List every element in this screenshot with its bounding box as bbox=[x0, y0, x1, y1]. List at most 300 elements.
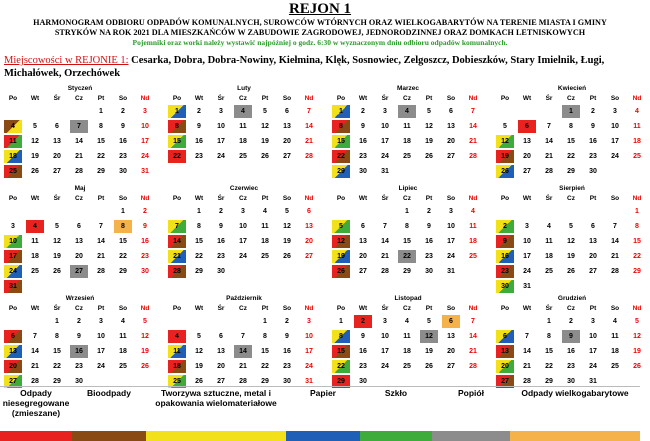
day-cell: 29 bbox=[195, 268, 203, 275]
month-calendar bbox=[166, 294, 322, 389]
day-cell: 7 bbox=[33, 333, 37, 340]
day-cell: 16 bbox=[496, 250, 514, 263]
day-cell: 25 bbox=[403, 153, 411, 160]
week-row bbox=[2, 249, 158, 264]
day-cell: 24 bbox=[239, 253, 247, 260]
week-row bbox=[494, 329, 650, 344]
day-cell: 2 bbox=[427, 208, 431, 215]
day-cell: 25 bbox=[403, 363, 411, 370]
empty-day bbox=[494, 314, 516, 329]
weekday-label: Nd bbox=[304, 305, 314, 312]
weekday-label: Pt bbox=[261, 95, 269, 102]
day-cell: 9 bbox=[562, 330, 580, 343]
day-cell: 15 bbox=[97, 138, 105, 145]
empty-day bbox=[374, 204, 396, 219]
week-row bbox=[494, 219, 650, 234]
day-cell: 26 bbox=[425, 153, 433, 160]
weekday-label: Cz bbox=[403, 195, 411, 202]
weekday-label: Cz bbox=[75, 305, 83, 312]
day-cell: 5 bbox=[55, 223, 59, 230]
day-cell: 18 bbox=[168, 360, 186, 373]
legend-label: Odpady niesegregowane (zmieszane) bbox=[2, 388, 70, 418]
day-cell: 25 bbox=[119, 363, 127, 370]
week-row bbox=[2, 164, 158, 179]
legend-color-bar bbox=[360, 431, 432, 441]
weekday-header bbox=[330, 94, 486, 104]
week-row bbox=[166, 264, 322, 279]
weekday-label: Nd bbox=[632, 95, 642, 102]
day-cell: 1 bbox=[332, 105, 350, 118]
day-cell: 17 bbox=[523, 253, 531, 260]
day-cell: 9 bbox=[77, 333, 81, 340]
day-cell: 11 bbox=[633, 123, 641, 130]
day-cell: 20 bbox=[589, 253, 597, 260]
day-cell: 22 bbox=[119, 253, 127, 260]
weekday-header bbox=[2, 194, 158, 204]
weekday-label: Po bbox=[172, 195, 182, 202]
weekday-label: So bbox=[446, 95, 456, 102]
weekday-label: Nd bbox=[632, 305, 642, 312]
day-cell: 20 bbox=[217, 363, 225, 370]
day-cell: 18 bbox=[469, 238, 477, 245]
legend-label: Popiół bbox=[458, 388, 484, 398]
month-calendar bbox=[2, 84, 158, 179]
day-cell: 2 bbox=[197, 108, 201, 115]
month-name: Grudzień bbox=[557, 295, 587, 302]
empty-day bbox=[24, 314, 46, 329]
day-cell: 30 bbox=[75, 378, 83, 385]
empty-day bbox=[2, 314, 24, 329]
day-cell: 21 bbox=[168, 250, 186, 263]
day-cell: 29 bbox=[332, 165, 350, 178]
day-cell: 29 bbox=[567, 168, 575, 175]
day-cell: 14 bbox=[611, 238, 619, 245]
empty-day bbox=[626, 164, 648, 179]
weekday-label: Pt bbox=[589, 95, 597, 102]
day-cell: 4 bbox=[405, 318, 409, 325]
day-cell: 17 bbox=[611, 138, 619, 145]
day-cell: 26 bbox=[283, 253, 291, 260]
day-cell: 29 bbox=[633, 268, 641, 275]
day-cell: 20 bbox=[359, 253, 367, 260]
day-cell: 11 bbox=[469, 223, 477, 230]
weekday-label: Po bbox=[8, 305, 18, 312]
weekday-label: Wt bbox=[194, 305, 204, 312]
month-calendar bbox=[330, 84, 486, 179]
places-label: Miejscowości w REJONIE 1: bbox=[4, 55, 129, 66]
day-cell: 5 bbox=[33, 123, 37, 130]
day-cell: 12 bbox=[283, 223, 291, 230]
day-cell: 25 bbox=[633, 153, 641, 160]
empty-day bbox=[494, 104, 516, 119]
empty-day bbox=[538, 104, 560, 119]
empty-day bbox=[352, 204, 374, 219]
day-cell: 30 bbox=[217, 268, 225, 275]
day-cell: 29 bbox=[53, 378, 61, 385]
day-cell: 27 bbox=[283, 153, 291, 160]
day-cell: 8 bbox=[569, 123, 573, 130]
day-cell: 10 bbox=[523, 238, 531, 245]
day-cell: 16 bbox=[141, 238, 149, 245]
day-cell: 19 bbox=[425, 138, 433, 145]
day-cell: 2 bbox=[121, 108, 125, 115]
empty-day bbox=[68, 104, 90, 119]
day-cell: 21 bbox=[611, 253, 619, 260]
day-cell: 9 bbox=[591, 123, 595, 130]
day-cell: 22 bbox=[53, 363, 61, 370]
day-cell: 11 bbox=[611, 333, 619, 340]
day-cell: 26 bbox=[567, 268, 575, 275]
weekday-label: Śr bbox=[381, 305, 389, 312]
day-cell: 25 bbox=[239, 153, 247, 160]
day-cell: 10 bbox=[305, 333, 313, 340]
day-cell: 20 bbox=[447, 138, 455, 145]
day-cell: 10 bbox=[447, 223, 455, 230]
week-row bbox=[166, 234, 322, 249]
day-cell: 24 bbox=[381, 363, 389, 370]
day-cell: 31 bbox=[523, 283, 531, 290]
day-cell: 17 bbox=[381, 348, 389, 355]
day-cell: 22 bbox=[168, 150, 186, 163]
weekday-label: Po bbox=[336, 195, 346, 202]
day-cell: 6 bbox=[518, 120, 536, 133]
day-cell: 6 bbox=[361, 223, 365, 230]
day-cell: 11 bbox=[31, 238, 39, 245]
weekday-label: Po bbox=[336, 305, 346, 312]
empty-day bbox=[330, 204, 352, 219]
day-cell: 9 bbox=[496, 235, 514, 248]
weekday-label: Pt bbox=[589, 195, 597, 202]
weekday-label: Śr bbox=[545, 195, 553, 202]
day-cell: 28 bbox=[31, 378, 39, 385]
day-cell: 23 bbox=[567, 363, 575, 370]
week-row bbox=[494, 359, 650, 374]
weekday-label: Pt bbox=[589, 305, 597, 312]
week-row bbox=[494, 134, 650, 149]
day-cell: 19 bbox=[195, 363, 203, 370]
month-name: Sierpień bbox=[559, 185, 585, 192]
day-cell: 9 bbox=[361, 333, 365, 340]
day-cell: 4 bbox=[398, 105, 416, 118]
day-cell: 26 bbox=[332, 265, 350, 278]
weekday-label: Śr bbox=[381, 95, 389, 102]
weekday-label: Śr bbox=[53, 95, 61, 102]
weekday-label: Po bbox=[500, 95, 510, 102]
day-cell: 4 bbox=[547, 223, 551, 230]
week-row bbox=[494, 164, 650, 179]
day-cell: 17 bbox=[305, 348, 313, 355]
empty-day bbox=[494, 204, 516, 219]
day-cell: 2 bbox=[354, 315, 372, 328]
day-cell: 5 bbox=[285, 208, 289, 215]
day-cell: 6 bbox=[285, 108, 289, 115]
day-cell: 22 bbox=[545, 363, 553, 370]
weekday-label: Cz bbox=[567, 95, 575, 102]
day-cell: 13 bbox=[4, 345, 22, 358]
weekday-label: Wt bbox=[194, 95, 204, 102]
week-row bbox=[330, 329, 486, 344]
day-cell: 5 bbox=[143, 318, 147, 325]
day-cell: 14 bbox=[523, 348, 531, 355]
day-cell: 7 bbox=[168, 220, 186, 233]
month-calendar bbox=[166, 184, 322, 279]
weekday-label: So bbox=[282, 95, 292, 102]
day-cell: 26 bbox=[195, 378, 203, 385]
day-cell: 19 bbox=[425, 348, 433, 355]
day-cell: 28 bbox=[305, 153, 313, 160]
day-cell: 5 bbox=[427, 318, 431, 325]
weekday-label: Cz bbox=[239, 95, 247, 102]
day-cell: 1 bbox=[99, 108, 103, 115]
week-row bbox=[330, 134, 486, 149]
day-cell: 27 bbox=[496, 375, 514, 388]
empty-day bbox=[604, 164, 626, 179]
empty-day bbox=[538, 279, 560, 294]
day-cell: 21 bbox=[239, 363, 247, 370]
weekday-label: Nd bbox=[140, 305, 150, 312]
day-cell: 28 bbox=[545, 168, 553, 175]
empty-day bbox=[2, 104, 24, 119]
weekday-header bbox=[494, 194, 650, 204]
day-cell: 18 bbox=[261, 238, 269, 245]
day-cell: 8 bbox=[635, 223, 639, 230]
day-cell: 11 bbox=[261, 223, 269, 230]
week-row bbox=[2, 344, 158, 359]
day-cell: 4 bbox=[263, 208, 267, 215]
day-cell: 5 bbox=[332, 220, 350, 233]
day-cell: 18 bbox=[4, 150, 22, 163]
weekday-label: Śr bbox=[545, 95, 553, 102]
day-cell: 28 bbox=[611, 268, 619, 275]
day-cell: 12 bbox=[496, 135, 514, 148]
day-cell: 1 bbox=[339, 318, 343, 325]
day-cell: 8 bbox=[197, 223, 201, 230]
day-cell: 14 bbox=[305, 123, 313, 130]
day-cell: 12 bbox=[567, 238, 575, 245]
weekday-label: Nd bbox=[468, 305, 478, 312]
weekday-header bbox=[330, 304, 486, 314]
day-cell: 30 bbox=[359, 168, 367, 175]
day-cell: 31 bbox=[305, 378, 313, 385]
weekday-label: Pt bbox=[425, 195, 433, 202]
empty-day bbox=[582, 204, 604, 219]
day-cell: 6 bbox=[77, 223, 81, 230]
day-cell: 30 bbox=[589, 168, 597, 175]
day-cell: 23 bbox=[141, 253, 149, 260]
day-cell: 27 bbox=[305, 253, 313, 260]
week-row bbox=[494, 314, 650, 329]
day-cell: 27 bbox=[589, 268, 597, 275]
day-cell: 23 bbox=[75, 363, 83, 370]
day-cell: 29 bbox=[97, 168, 105, 175]
empty-day bbox=[626, 279, 648, 294]
empty-day bbox=[232, 314, 254, 329]
day-cell: 15 bbox=[567, 138, 575, 145]
day-cell: 24 bbox=[217, 153, 225, 160]
day-cell: 20 bbox=[283, 138, 291, 145]
weekday-header bbox=[2, 304, 158, 314]
empty-day bbox=[560, 204, 582, 219]
day-cell: 24 bbox=[523, 268, 531, 275]
empty-day bbox=[166, 314, 188, 329]
month-name: Listopad bbox=[394, 295, 422, 302]
week-row bbox=[166, 329, 322, 344]
day-cell: 25 bbox=[31, 268, 39, 275]
week-row bbox=[494, 264, 650, 279]
day-cell: 6 bbox=[219, 333, 223, 340]
month-calendar bbox=[166, 84, 322, 164]
week-row bbox=[2, 119, 158, 134]
day-cell: 19 bbox=[332, 250, 350, 263]
week-row bbox=[166, 314, 322, 329]
day-cell: 2 bbox=[361, 108, 365, 115]
day-cell: 7 bbox=[613, 223, 617, 230]
week-row bbox=[166, 249, 322, 264]
day-cell: 15 bbox=[633, 238, 641, 245]
day-cell: 10 bbox=[4, 235, 22, 248]
empty-day bbox=[232, 264, 254, 279]
weekday-label: So bbox=[282, 195, 292, 202]
legend-label: Odpady wielkogabarytowe bbox=[521, 388, 629, 398]
day-cell: 1 bbox=[547, 318, 551, 325]
day-cell: 2 bbox=[77, 318, 81, 325]
day-cell: 24 bbox=[141, 153, 149, 160]
weekday-label: Pt bbox=[261, 305, 269, 312]
weekday-label: Wt bbox=[358, 305, 368, 312]
day-cell: 28 bbox=[97, 268, 105, 275]
day-cell: 21 bbox=[75, 153, 83, 160]
day-cell: 30 bbox=[119, 168, 127, 175]
day-cell: 8 bbox=[263, 333, 267, 340]
day-cell: 28 bbox=[75, 168, 83, 175]
day-cell: 12 bbox=[31, 138, 39, 145]
day-cell: 8 bbox=[55, 333, 59, 340]
day-cell: 7 bbox=[471, 318, 475, 325]
day-cell: 14 bbox=[97, 238, 105, 245]
week-row bbox=[2, 149, 158, 164]
week-row bbox=[166, 119, 322, 134]
legend-color-bar bbox=[0, 431, 72, 441]
weekday-label: So bbox=[118, 305, 128, 312]
day-cell: 13 bbox=[305, 223, 313, 230]
day-cell: 16 bbox=[70, 345, 88, 358]
weekday-label: Śr bbox=[53, 195, 61, 202]
weekday-label: Wt bbox=[522, 305, 532, 312]
day-cell: 25 bbox=[261, 253, 269, 260]
day-cell: 27 bbox=[53, 168, 61, 175]
day-cell: 15 bbox=[261, 348, 269, 355]
weekday-label: Śr bbox=[217, 95, 225, 102]
day-cell: 4 bbox=[121, 318, 125, 325]
day-cell: 7 bbox=[307, 108, 311, 115]
month-name: Lipiec bbox=[398, 185, 418, 192]
day-cell: 10 bbox=[611, 123, 619, 130]
weekday-label: So bbox=[446, 195, 456, 202]
day-cell: 14 bbox=[381, 238, 389, 245]
day-cell: 18 bbox=[239, 138, 247, 145]
day-cell: 23 bbox=[195, 153, 203, 160]
weekday-label: Pt bbox=[97, 305, 105, 312]
week-row bbox=[330, 249, 486, 264]
day-cell: 2 bbox=[219, 208, 223, 215]
empty-day bbox=[440, 164, 462, 179]
week-row bbox=[330, 164, 486, 179]
day-cell: 4 bbox=[234, 105, 252, 118]
day-cell: 10 bbox=[589, 333, 597, 340]
day-cell: 25 bbox=[611, 363, 619, 370]
weekday-header bbox=[2, 94, 158, 104]
month-name: Marzec bbox=[396, 85, 420, 92]
empty-day bbox=[254, 264, 276, 279]
month-calendar bbox=[494, 184, 650, 294]
week-row bbox=[330, 119, 486, 134]
weekday-label: Cz bbox=[75, 195, 83, 202]
week-row bbox=[166, 149, 322, 164]
month-name: Czerwiec bbox=[229, 185, 259, 192]
legend-label: Tworzywa sztuczne, metal i opakowania wielomateriałowe bbox=[155, 388, 277, 408]
week-row bbox=[330, 149, 486, 164]
day-cell: 8 bbox=[168, 120, 186, 133]
month-name: Kwiecień bbox=[557, 85, 587, 92]
day-cell: 10 bbox=[217, 123, 225, 130]
day-cell: 10 bbox=[381, 123, 389, 130]
week-row bbox=[166, 219, 322, 234]
weekday-label: Po bbox=[8, 195, 18, 202]
day-cell: 25 bbox=[469, 253, 477, 260]
day-cell: 18 bbox=[611, 348, 619, 355]
weekday-header bbox=[166, 304, 322, 314]
day-cell: 18 bbox=[545, 253, 553, 260]
day-cell: 22 bbox=[195, 253, 203, 260]
legend-label: Szkło bbox=[384, 388, 408, 398]
day-cell: 20 bbox=[75, 253, 83, 260]
day-cell: 3 bbox=[11, 223, 15, 230]
day-cell: 20 bbox=[496, 360, 514, 373]
day-cell: 4 bbox=[26, 220, 44, 233]
day-cell: 1 bbox=[405, 208, 409, 215]
empty-day bbox=[24, 204, 46, 219]
day-cell: 18 bbox=[31, 253, 39, 260]
day-cell: 20 bbox=[447, 348, 455, 355]
month-name: Maj bbox=[74, 185, 86, 192]
day-cell: 27 bbox=[523, 168, 531, 175]
day-cell: 22 bbox=[398, 250, 416, 263]
day-cell: 6 bbox=[4, 330, 22, 343]
day-cell: 17 bbox=[239, 238, 247, 245]
day-cell: 10 bbox=[97, 333, 105, 340]
day-cell: 24 bbox=[4, 265, 22, 278]
day-cell: 27 bbox=[4, 375, 22, 388]
day-cell: 16 bbox=[589, 138, 597, 145]
day-cell: 23 bbox=[496, 265, 514, 278]
day-cell: 19 bbox=[53, 253, 61, 260]
day-cell: 12 bbox=[332, 235, 350, 248]
empty-day bbox=[516, 104, 538, 119]
day-cell: 16 bbox=[119, 138, 127, 145]
day-cell: 22 bbox=[332, 360, 350, 373]
week-row bbox=[494, 344, 650, 359]
day-cell: 25 bbox=[545, 268, 553, 275]
legend-color-bar bbox=[432, 431, 510, 441]
day-cell: 26 bbox=[633, 363, 641, 370]
day-cell: 15 bbox=[195, 238, 203, 245]
day-cell: 13 bbox=[283, 123, 291, 130]
legend-color-bar bbox=[510, 431, 640, 441]
day-cell: 2 bbox=[591, 108, 595, 115]
week-row bbox=[166, 359, 322, 374]
empty-day bbox=[134, 279, 156, 294]
week-row bbox=[330, 104, 486, 119]
